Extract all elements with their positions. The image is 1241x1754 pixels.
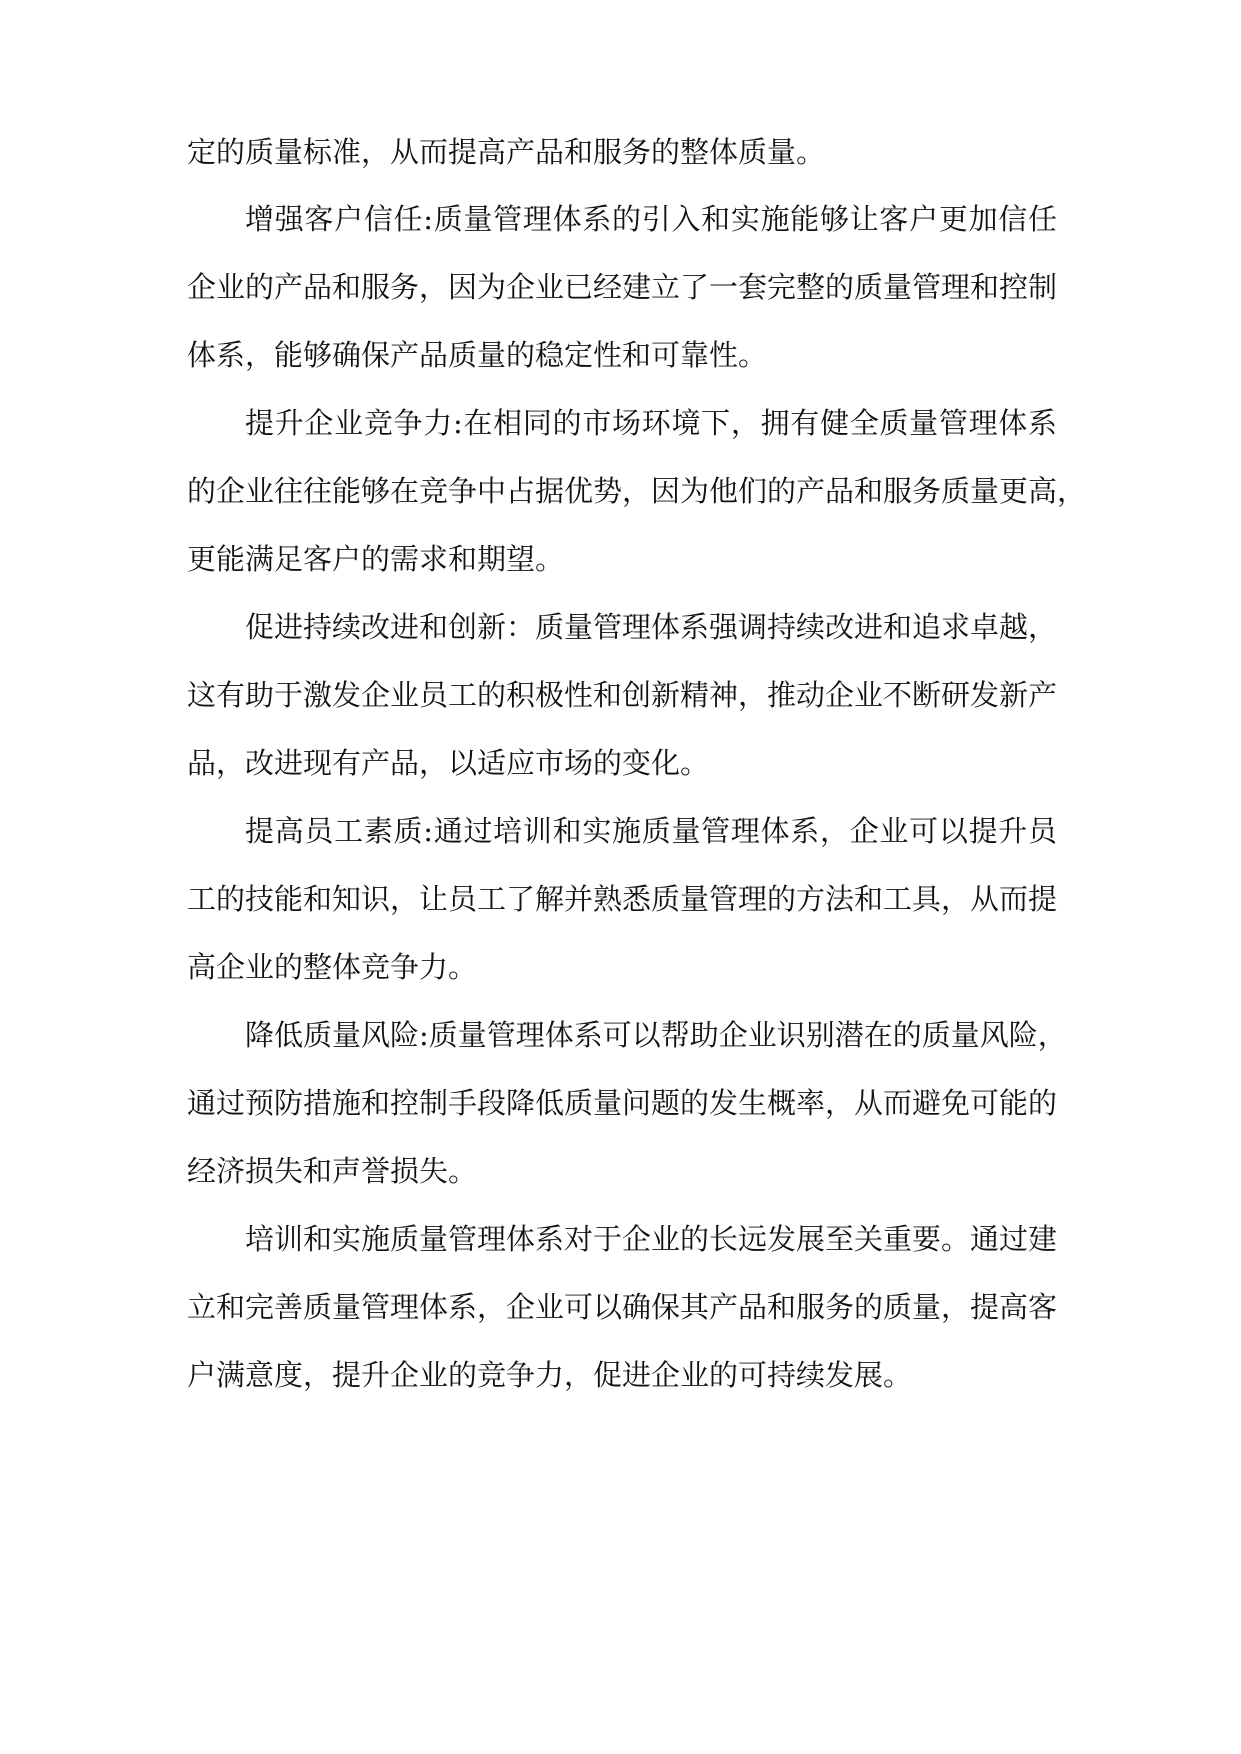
paragraph-first-line: 提高员工素质:通过培训和实施质量管理体系，企业可以提升员 — [245, 814, 1057, 848]
text-line: 品，改进现有产品，以适应市场的变化。 — [187, 746, 710, 780]
text-line: 定的质量标准，从而提高产品和服务的整体质量。 — [187, 135, 826, 169]
text-line: 工的技能和知识，让员工了解并熟悉质量管理的方法和工具，从而提 — [187, 882, 1058, 916]
text-line: 的企业往往能够在竞争中占据优势，因为他们的产品和服务质量更高， — [187, 474, 1087, 508]
text-line: 企业的产品和服务，因为企业已经建立了一套完整的质量管理和控制 — [187, 270, 1058, 304]
text-line: 体系，能够确保产品质量的稳定性和可靠性。 — [187, 338, 768, 372]
paragraph-first-line: 增强客户信任:质量管理体系的引入和实施能够让客户更加信任 — [245, 202, 1057, 236]
text-line: 这有助于激发企业员工的积极性和创新精神，推动企业不断研发新产 — [187, 678, 1058, 712]
text-line: 高企业的整体竞争力。 — [187, 950, 478, 984]
text-line: 通过预防措施和控制手段降低质量问题的发生概率，从而避免可能的 — [187, 1086, 1058, 1120]
text-line: 户满意度，提升企业的竞争力，促进企业的可持续发展。 — [187, 1358, 913, 1392]
paragraph-first-line: 促进持续改进和创新：质量管理体系强调持续改进和追求卓越， — [245, 610, 1058, 644]
text-line: 更能满足客户的需求和期望。 — [187, 542, 565, 576]
paragraph-first-line: 降低质量风险:质量管理体系可以帮助企业识别潜在的质量风险， — [245, 1018, 1067, 1052]
text-line: 经济损失和声誉损失。 — [187, 1154, 478, 1188]
paragraph-first-line: 提升企业竞争力:在相同的市场环境下，拥有健全质量管理体系 — [245, 406, 1057, 440]
text-line: 立和完善质量管理体系，企业可以确保其产品和服务的质量，提高客 — [187, 1290, 1058, 1324]
paragraph-first-line: 培训和实施质量管理体系对于企业的长远发展至关重要。通过建 — [245, 1222, 1058, 1256]
